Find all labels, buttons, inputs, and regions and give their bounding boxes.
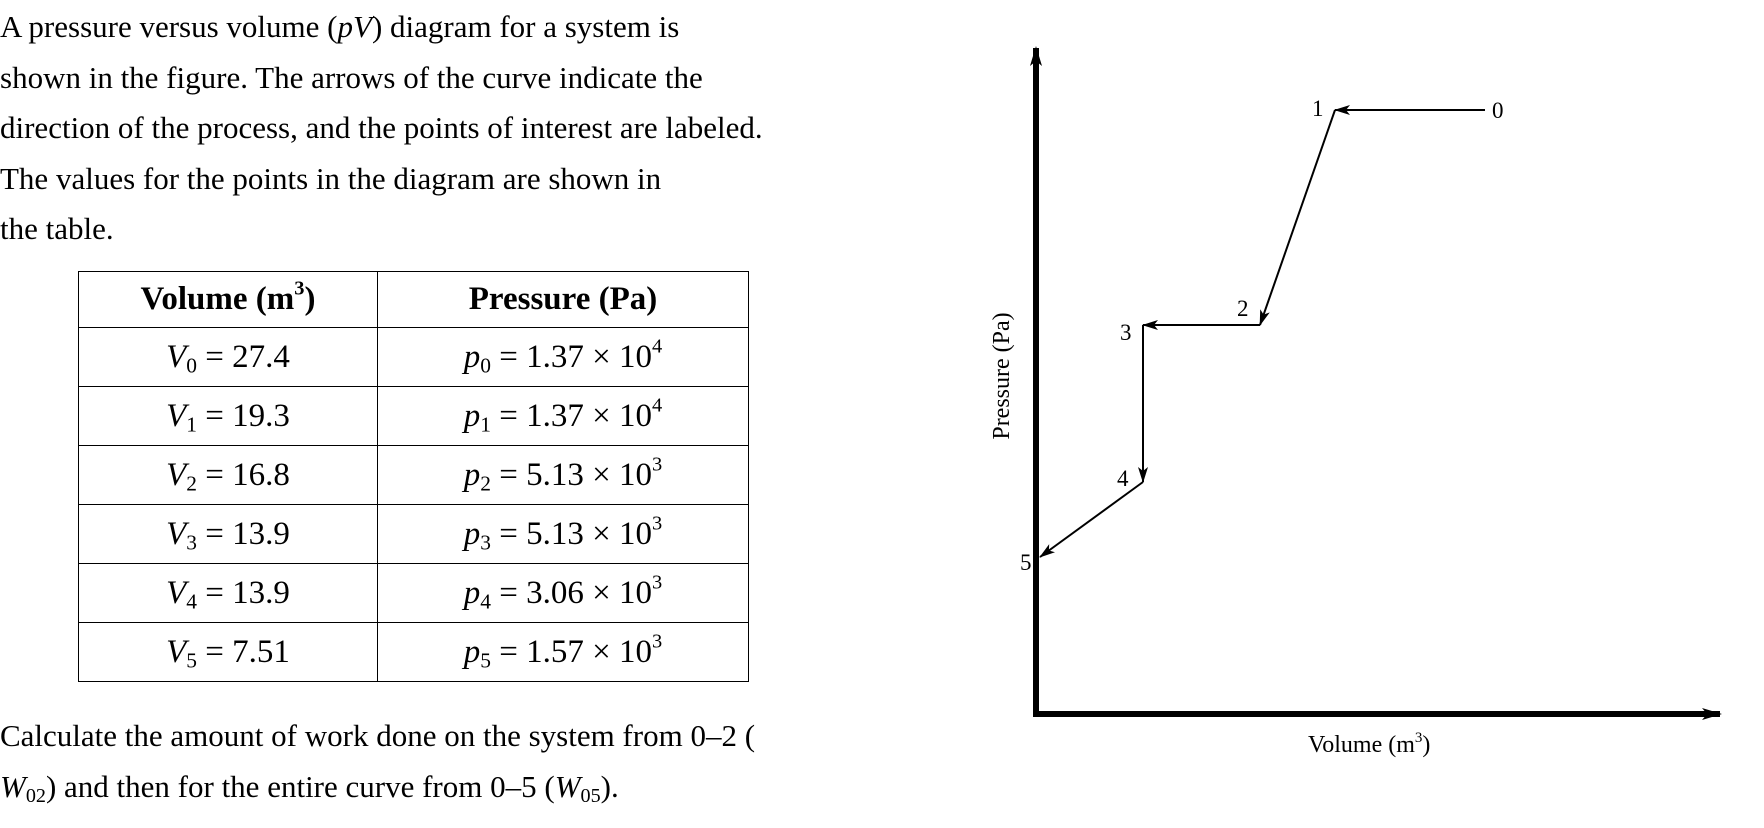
volume-index: 1	[186, 411, 197, 436]
question-text	[0, 710, 900, 812]
pressure-index: 2	[480, 470, 491, 495]
volume-symbol: V	[166, 456, 187, 493]
volume-index: 2	[186, 470, 197, 495]
y-axis-label: Pressure (Pa)	[989, 312, 1015, 440]
intro-line-1	[0, 2, 900, 53]
pressure-index: 5	[480, 647, 491, 672]
pressure-cell	[378, 328, 749, 387]
pressure-exponent: 4	[652, 394, 663, 417]
pressure-cell	[378, 564, 749, 623]
volume-index: 5	[186, 647, 197, 672]
x-axis-label: Volume $(m^3)$	[1308, 730, 1431, 758]
volume-value: 16.8	[232, 456, 290, 493]
volume-symbol: V	[166, 338, 187, 375]
intro-line-5: the table.	[0, 211, 114, 246]
equals-sign: =	[499, 338, 518, 375]
volume-index: 4	[186, 588, 197, 613]
question-line-2-end: ).	[600, 769, 619, 804]
volume-symbol: V	[166, 397, 187, 434]
pressure-symbol: p	[463, 633, 481, 670]
times-ten: × 10	[592, 456, 652, 493]
pressure-mantissa: 1.37	[526, 338, 584, 375]
pressure-exponent: 3	[652, 630, 663, 653]
pv-values-table	[78, 271, 749, 682]
pv-diagram	[960, 0, 1740, 828]
pressure-mantissa: 5.13	[526, 456, 584, 493]
table-row	[79, 387, 749, 446]
table-row	[79, 505, 749, 564]
volume-cell	[79, 446, 378, 505]
point-label-4: 4	[1117, 466, 1129, 491]
pressure-index: 4	[480, 588, 491, 613]
volume-index: 3	[186, 529, 197, 554]
pressure-index: 3	[480, 529, 491, 554]
equals-sign: =	[205, 456, 224, 493]
times-ten: × 10	[592, 574, 652, 611]
volume-cell	[79, 387, 378, 446]
w02-symbol: W	[0, 769, 26, 804]
volume-value: 27.4	[232, 338, 290, 375]
point-label-1: 1	[1312, 96, 1324, 121]
intro-line-4: The values for the points in the diagram are shown in	[0, 160, 662, 196]
times-ten: × 10	[592, 397, 652, 434]
table-row	[79, 564, 749, 623]
times-ten: × 10	[592, 338, 652, 375]
equals-sign: =	[499, 397, 518, 434]
pressure-mantissa: 5.13	[526, 515, 584, 552]
pressure-symbol: p	[463, 456, 481, 493]
pressure-symbol: p	[463, 515, 481, 552]
volume-index: 0	[186, 352, 197, 377]
pressure-symbol: p	[463, 574, 481, 611]
point-labels	[1020, 96, 1504, 575]
pressure-mantissa: 1.57	[526, 633, 584, 670]
volume-symbol: V	[166, 574, 187, 611]
problem-intro	[0, 2, 900, 255]
intro-line-2: shown in the figure. The arrows of the curve indicate the	[0, 59, 703, 95]
pressure-symbol: p	[463, 397, 481, 434]
question-line-2	[0, 761, 900, 812]
times-ten: × 10	[592, 515, 652, 552]
equals-sign: =	[205, 574, 224, 611]
equals-sign: =	[205, 633, 224, 670]
table-row	[79, 623, 749, 682]
pressure-cell	[378, 387, 749, 446]
volume-value: 7.51	[232, 633, 290, 670]
times-ten: × 10	[592, 633, 652, 670]
volume-value: 19.3	[232, 397, 290, 434]
pressure-column-header: Pressure (Pa)	[378, 272, 749, 328]
table-row	[79, 328, 749, 387]
pressure-mantissa: 1.37	[526, 397, 584, 434]
point-label-2: 2	[1237, 296, 1249, 321]
volume-symbol: V	[166, 515, 187, 552]
pv-symbol: pV	[337, 9, 372, 44]
volume-value: 13.9	[232, 515, 290, 552]
volume-header-text: Volume (m	[140, 281, 295, 317]
equals-sign: =	[499, 633, 518, 670]
pressure-exponent: 4	[652, 335, 663, 358]
equals-sign: =	[205, 515, 224, 552]
volume-header-close: )	[304, 281, 316, 317]
pressure-exponent: 3	[652, 512, 663, 535]
pressure-symbol: p	[463, 338, 481, 375]
equals-sign: =	[499, 456, 518, 493]
pressure-cell	[378, 446, 749, 505]
pressure-cell	[378, 505, 749, 564]
point-label-3: 3	[1120, 320, 1132, 345]
volume-column-header	[79, 272, 378, 328]
equals-sign: =	[205, 338, 224, 375]
table-row	[79, 446, 749, 505]
equals-sign: =	[499, 574, 518, 611]
pressure-exponent: 3	[652, 571, 663, 594]
intro-line-1-rest: ) diagram for a system is	[371, 9, 680, 44]
intro-line-1-text: A pressure versus volume (	[0, 9, 338, 44]
intro-line-3: direction of the process, and the points of interest are labeled.	[0, 110, 763, 145]
pressure-cell	[378, 623, 749, 682]
point-label-0: 0	[1492, 98, 1504, 123]
pressure-mantissa: 3.06	[526, 574, 584, 611]
equals-sign: =	[205, 397, 224, 434]
question-line-2-mid: ) and then for the entire curve from 0–5 (	[45, 769, 555, 804]
volume-header-exponent: 3	[294, 277, 305, 300]
w02-subscript: 02	[25, 785, 46, 808]
question-line-1: Calculate the amount of work done on the system from 0–2 (	[0, 718, 756, 753]
w05-symbol: W	[554, 769, 581, 804]
volume-cell	[79, 623, 378, 682]
point-label-5: 5	[1020, 550, 1032, 575]
process-segment-1-2	[1260, 110, 1335, 325]
volume-cell	[79, 328, 378, 387]
table-body	[79, 328, 749, 682]
volume-value: 13.9	[232, 574, 290, 611]
volume-cell	[79, 505, 378, 564]
equals-sign: =	[499, 515, 518, 552]
volume-cell	[79, 564, 378, 623]
pressure-index: 0	[480, 352, 491, 377]
pressure-exponent: 3	[652, 453, 663, 476]
process-segment-4-5	[1040, 482, 1143, 557]
table-header-row	[79, 272, 749, 328]
pressure-index: 1	[480, 411, 491, 436]
volume-symbol: V	[166, 633, 187, 670]
w05-subscript: 05	[580, 785, 601, 808]
process-curve	[1040, 110, 1485, 557]
